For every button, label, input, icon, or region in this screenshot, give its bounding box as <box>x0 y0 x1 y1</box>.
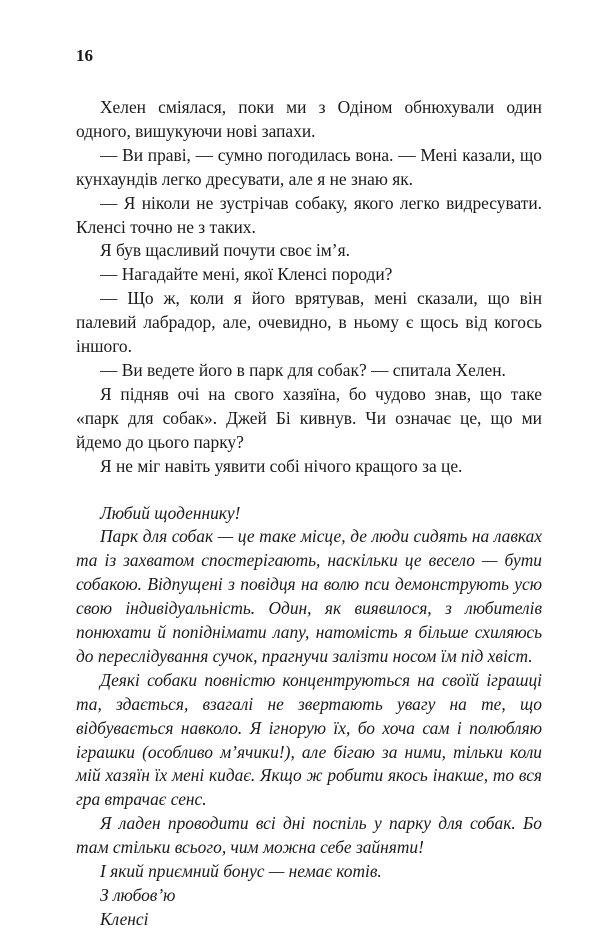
diary-paragraph: Деякі собаки повністю концентруються на своїй іграшці та, здається, взагалі не звертають увагу на те, що відбувається навколо. Я ігнорую їх, бо хоча сам і полюбляю іграшки (особливо м’ячики!), але бігаю за ними, тільки коли мій хазяїн їх мені кидає. Якщо ж робити якось інакше, то вся гра втрачає сенс. <box>76 669 542 810</box>
section-gap <box>76 479 542 502</box>
narrative-paragraph: — Що ж, коли я його врятував, мені сказали, що він палевий лабрадор, але, очевидно, в ньому є щось від когось іншого. <box>76 288 542 357</box>
narrative-section <box>76 96 542 479</box>
diary-closing: З любов’ю <box>100 885 176 905</box>
narrative-paragraph: Я підняв очі на свого хазяїна, бо чудово знав, що таке «парк для собак». Джей Бі кивнув. Чи означає це, що ми йдемо до цього парку? <box>76 383 542 452</box>
narrative-paragraph: — Ви ведете його в парк для собак? — спитала Хелен. <box>100 359 506 380</box>
narrative-paragraph: Я був щасливий почути своє ім’я. <box>100 240 350 261</box>
page-body <box>76 96 542 932</box>
narrative-paragraph: — Нагадайте мені, якої Кленсі породи? <box>100 264 393 285</box>
diary-paragraph: Парк для собак — це таке місце, де люди сидять на лавках та із захватом спостерігають, наскільки це весело — бути собакою. Відпущені з повідця на волю пси демонструють усю свою індивідуальність. Один, як виявилося, з любителів понюхати й попіднімати лапу, натомість я більше схиляюсь до переслідування сучок, прагнучи залізти носом їм під хвіст. <box>76 526 542 666</box>
narrative-paragraph: — Ви праві, — сумно погодилась вона. — Мені казали, що кунхаундів легко дресувати, але я не знаю як. <box>76 144 542 189</box>
diary-signature: Кленсі <box>100 908 149 929</box>
diary-entry <box>76 502 542 932</box>
narrative-paragraph: Хелен сміялася, поки ми з Одіном обнюхували один одного, вишукуючи нові запахи. <box>76 97 542 141</box>
diary-paragraph: Я ладен проводити всі дні поспіль у парку для собак. Бо там стільки всього, чим можна себе зайняти! <box>76 813 542 858</box>
diary-greeting: Любий щоденнику! <box>100 502 241 523</box>
diary-paragraph: І який приємний бонус — немає котів. <box>100 861 382 882</box>
page-number: 16 <box>76 46 93 65</box>
narrative-paragraph: Я не міг навіть уявити собі нічого кращого за це. <box>100 455 463 476</box>
narrative-paragraph: — Я ніколи не зустрічав собаку, якого легко видресувати. Кленсі точно не з таких. <box>76 192 542 237</box>
